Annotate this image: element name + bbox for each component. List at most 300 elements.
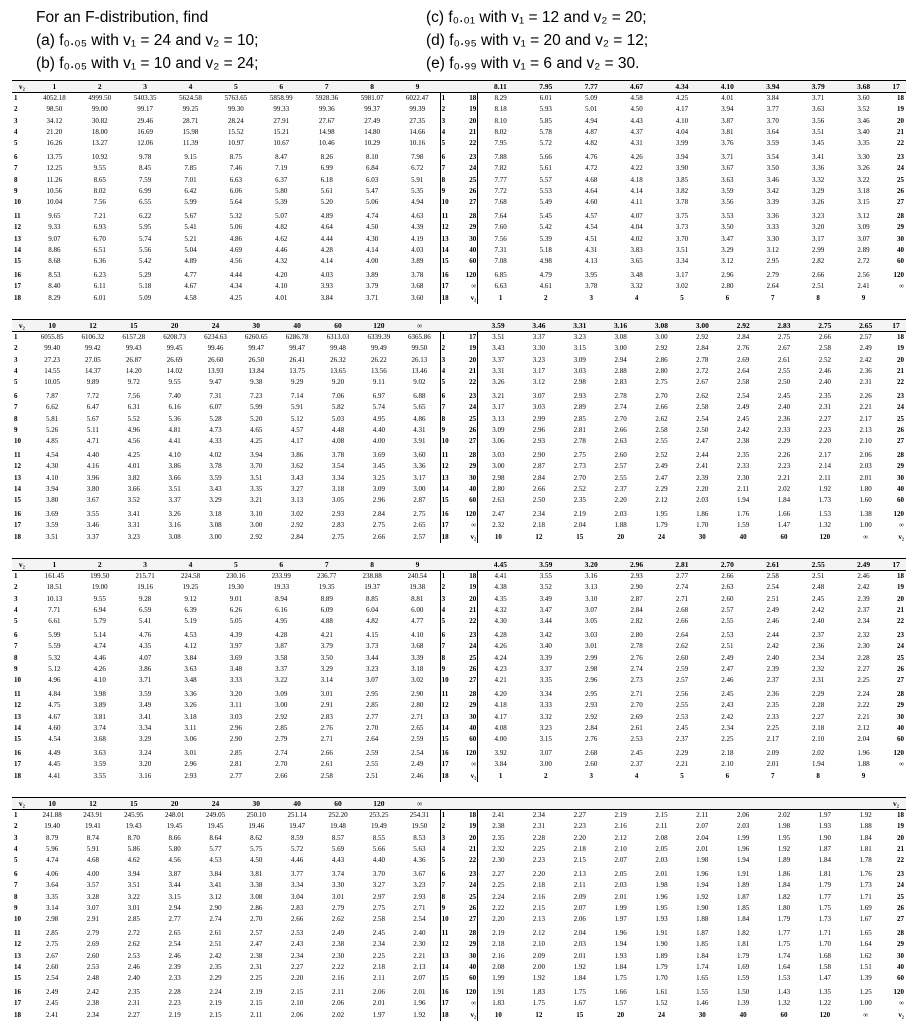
row-label-v2-inner: 15 (441, 257, 449, 266)
table-cell: 9.78 (139, 153, 152, 162)
table-cell: 4.88 (320, 617, 333, 626)
f-table-f005-a (12, 558, 906, 790)
row-label-v2-right: v₂ (898, 1010, 904, 1019)
row-label-v2-right: 60 (897, 735, 904, 744)
table-cell: 2.89 (573, 403, 586, 412)
table-cell: 4.34 (229, 282, 243, 291)
table-cell: 1.98 (777, 822, 791, 831)
row-label-v2: 10 (14, 437, 21, 446)
table-cell: 4.62 (275, 234, 288, 243)
table-cell: 3.09 (492, 425, 505, 434)
table-cell: 6.16 (168, 403, 181, 412)
row-label-v2-right: 120 (893, 988, 904, 997)
table-cell: 4.33 (209, 437, 222, 446)
table-cell: 8.53 (413, 833, 426, 842)
table-cell: 1.73 (859, 881, 872, 890)
table-cell: 3.26 (492, 378, 505, 387)
table-cell: 3.12 (209, 892, 222, 901)
table-cell: 2.90 (532, 451, 546, 460)
table-cell: 2.50 (777, 378, 791, 387)
table-cell: 2.90 (411, 690, 424, 699)
table-cell: 21.20 (46, 127, 63, 136)
table-cell: 4.11 (630, 198, 643, 207)
table-cell: 199.50 (90, 572, 110, 581)
table-cell: 2.10 (614, 844, 627, 853)
table-cell: 4.50 (365, 223, 379, 232)
table-cell: 4.53 (184, 631, 197, 640)
table-cell: 2.75 (777, 333, 791, 342)
table-cell: 1.00 (859, 521, 872, 530)
table-cell: 3.48 (184, 676, 197, 685)
table-cell: 3.34 (139, 723, 152, 732)
table-cell: 2.27 (573, 811, 586, 820)
table-cell: 3.03 (573, 366, 586, 375)
row-label-v2-continued: ∞ (471, 521, 477, 530)
row-label-divider (440, 506, 478, 520)
table-cell: 2.46 (411, 771, 424, 780)
table-row (12, 984, 906, 998)
table-cell: 2.30 (737, 473, 750, 482)
table-cell: 4.65 (250, 425, 263, 434)
row-label-v2: 8 (14, 175, 18, 184)
row-label-v2-inner: 18 (441, 293, 449, 302)
table-row (12, 973, 906, 984)
table-cell: 99.45 (166, 344, 183, 353)
table-cell: 3.45 (372, 462, 385, 471)
table-cell: 3.37 (532, 333, 546, 342)
table-cell: 1.90 (696, 903, 709, 912)
table-cell: 2.43 (721, 701, 734, 710)
table-cell: 2.61 (630, 723, 643, 732)
table-cell: 3.34 (291, 881, 304, 890)
corner-label: v₂ (12, 798, 32, 810)
row-label-v2-continued: 40 (469, 484, 477, 493)
table-row (12, 951, 906, 962)
table-cell: 3.86 (168, 462, 181, 471)
table-cell: 4.16 (86, 462, 100, 471)
table-cell: 2.42 (737, 425, 750, 434)
column-header-right (559, 798, 600, 810)
footer-column-label: 2 (544, 293, 548, 302)
table-cell: 3.25 (372, 473, 385, 482)
table-cell: 19.45 (166, 822, 183, 831)
table-cell: 5.82 (331, 403, 345, 412)
column-header-right: 3.31 (559, 320, 600, 332)
table-cell: 2.84 (696, 344, 709, 353)
column-header-right: 3.59 (523, 559, 568, 571)
footer-column-label: 60 (780, 1010, 788, 1019)
table-cell: 4.31 (585, 245, 598, 254)
row-label-v2-right: 18 (897, 572, 904, 581)
row-label-v2-right: 25 (897, 653, 904, 662)
row-label-v2: 9 (14, 664, 18, 673)
table-cell: 3.89 (411, 257, 424, 266)
table-cell: 3.01 (127, 903, 140, 912)
table-cell: 5.03 (331, 414, 345, 423)
footer-column-label: 6 (725, 771, 730, 780)
footer-column-label: 10 (494, 532, 502, 541)
table-cell: 2.15 (209, 1010, 222, 1019)
table-cell: 1.94 (614, 940, 627, 949)
row-label-divider (440, 675, 478, 686)
problem-left-column (36, 6, 259, 75)
column-header-right: 7.77 (569, 81, 614, 93)
table-row (12, 605, 906, 616)
table-cell: 2.65 (413, 521, 426, 530)
column-header-right: 2.83 (764, 320, 805, 332)
table-cell: 2.37 (675, 735, 689, 744)
table-cell: 6.84 (365, 164, 379, 173)
table-cell: 2.57 (721, 605, 734, 614)
row-label-v2-right: 21 (897, 366, 904, 375)
table-cell: 2.01 (696, 844, 709, 853)
column-header-right: 4.34 (659, 81, 704, 93)
table-cell: 6.62 (45, 403, 59, 412)
table-cell: 4.64 (585, 186, 598, 195)
table-cell: 1.73 (818, 496, 831, 505)
table-cell: 3.60 (413, 451, 426, 460)
table-cell: 1.80 (859, 484, 872, 493)
row-label-v2-continued: 27 (469, 676, 477, 685)
row-label-v2: 8 (14, 892, 18, 901)
column-header-right: 3.79 (795, 81, 840, 93)
table-cell: 2.35 (818, 392, 831, 401)
table-cell: 2.66 (675, 617, 689, 626)
table-cell: 7.68 (494, 198, 507, 207)
table-cell: 1.32 (818, 521, 831, 530)
table-cell: 1.88 (696, 915, 709, 924)
table-cell: 4.26 (494, 642, 507, 651)
table-cell: 2.66 (655, 403, 668, 412)
table-cell: 2.73 (630, 676, 643, 685)
table-cell: 2.41 (696, 462, 709, 471)
table-cell: 2.87 (630, 594, 643, 603)
table-cell: 2.94 (168, 903, 181, 912)
row-label-v2-continued: 25 (469, 414, 477, 423)
column-header-v1: 12 (73, 798, 114, 810)
row-label-v2-continued: ∞ (471, 999, 477, 1008)
table-cell: 2.09 (573, 892, 586, 901)
table-cell: 3.82 (127, 473, 140, 482)
table-cell: 1.94 (737, 856, 750, 865)
table-cell: 2.10 (291, 999, 304, 1008)
table-cell: 2.66 (818, 333, 831, 342)
table-cell: 1.81 (859, 844, 872, 853)
table-cell: 2.16 (532, 892, 546, 901)
table-cell: 3.07 (532, 392, 546, 401)
table-cell: 2.17 (859, 414, 872, 423)
column-header-right: 2.55 (795, 559, 840, 571)
table-cell: 3.79 (365, 282, 379, 291)
table-cell: 3.00 (209, 532, 222, 541)
table-row (12, 186, 906, 197)
table-cell: 3.73 (365, 642, 379, 651)
row-label-divider (440, 855, 478, 866)
table-cell: 5.21 (184, 234, 197, 243)
table-row (12, 653, 906, 664)
table-cell: 6286.78 (285, 333, 309, 342)
row-label-v2: 12 (14, 462, 21, 471)
table-cell: 2.03 (614, 881, 627, 890)
table-cell: 2.79 (766, 271, 779, 280)
table-row (12, 506, 906, 520)
table-cell: 1.92 (573, 962, 586, 971)
table-cell: 7.56 (494, 234, 507, 243)
table-row (12, 745, 906, 759)
table-cell: 6.42 (184, 186, 197, 195)
table-cell: 3.67 (721, 164, 734, 173)
row-label-divider (440, 925, 478, 939)
table-cell: 5981.07 (360, 94, 384, 103)
table-cell: 2.31 (532, 822, 546, 831)
table-cell: 4.00 (365, 257, 379, 266)
table-cell: 9.07 (48, 234, 61, 243)
table-cell: 4.26 (93, 664, 106, 673)
table-cell: 3.52 (857, 105, 870, 114)
row-label-v2-continued: 19 (469, 344, 477, 353)
row-label-divider (440, 175, 478, 186)
table-row (12, 821, 906, 832)
table-cell: 99.50 (411, 344, 428, 353)
footer-column-label: 60 (780, 532, 788, 541)
table-cell: 2.38 (492, 822, 505, 831)
row-label-divider (440, 1010, 478, 1021)
table-cell: 2.82 (630, 617, 643, 626)
table-cell: 4.96 (127, 425, 140, 434)
row-label-v2-right: 21 (897, 605, 904, 614)
table-cell: 2.84 (737, 333, 750, 342)
row-label-divider (440, 973, 478, 984)
table-cell: 3.41 (127, 510, 140, 519)
table-cell: 6.47 (86, 403, 100, 412)
table-cell: 2.97 (372, 892, 385, 901)
table-cell: 3.68 (93, 735, 106, 744)
row-label-v2-inner: 15 (441, 496, 449, 505)
row-label-v2-inner: 15 (441, 974, 449, 983)
table-cell: 1.67 (573, 999, 586, 1008)
column-header-v1: 4 (168, 81, 213, 93)
row-label-v2-right: 22 (897, 139, 904, 148)
row-label-v2-right: 24 (897, 642, 904, 651)
corner-label-right: v₂ (886, 798, 906, 810)
row-label-v2-continued: 26 (469, 186, 477, 195)
table-cell: 1.96 (614, 929, 627, 938)
table-cell: 2.07 (573, 903, 586, 912)
table-cell: 3.02 (675, 282, 689, 291)
table-cell: 2.61 (209, 929, 222, 938)
table-cell: 3.01 (331, 892, 345, 901)
table-cell: 4.82 (585, 139, 598, 148)
table-cell: 2.31 (859, 378, 872, 387)
table-cell: 2.70 (250, 915, 263, 924)
table-cell: 3.29 (209, 496, 222, 505)
table-cell: 2.76 (630, 653, 643, 662)
table-cell: 2.32 (492, 844, 505, 853)
row-label-v2-inner: 3 (441, 833, 446, 842)
table-cell: 8.75 (229, 153, 243, 162)
row-label-v2-right: 30 (897, 712, 904, 721)
row-label-v2-continued: 22 (469, 139, 477, 148)
table-cell: 5.12 (48, 664, 61, 673)
row-label-v2-right (886, 771, 906, 782)
table-cell: 3.76 (721, 139, 734, 148)
table-cell: 2.84 (630, 605, 643, 614)
table-cell: 1.99 (614, 903, 627, 912)
row-label-v2: 15 (14, 257, 21, 266)
table-cell: 2.54 (45, 974, 59, 983)
table-cell: 9.15 (184, 153, 197, 162)
row-label-v2: 7 (14, 403, 18, 412)
row-label-v2: 9 (14, 903, 18, 912)
table-cell: 3.18 (209, 510, 222, 519)
table-cell: 4.28 (494, 631, 507, 640)
table-cell: 2.31 (818, 403, 831, 412)
row-label-v2-right: 21 (897, 127, 904, 136)
table-cell: 1.90 (655, 940, 668, 949)
table-cell: 2.60 (614, 451, 627, 460)
table-cell: 2.15 (250, 999, 263, 1008)
table-cell: 3.63 (721, 175, 734, 184)
table-cell: 3.51 (127, 881, 140, 890)
table-cell: 5.65 (413, 403, 426, 412)
table-cell: 2.51 (766, 594, 779, 603)
table-cell: 12.06 (137, 139, 153, 148)
table-cell: 5.78 (539, 127, 552, 136)
row-label-divider (440, 962, 478, 973)
table-cell: 2.20 (696, 484, 709, 493)
table-cell: 3.63 (812, 105, 825, 114)
table-cell: 2.18 (721, 749, 734, 758)
table-cell: 1.97 (818, 811, 831, 820)
table-cell: 1.96 (857, 749, 870, 758)
row-label-v2-continued: v₂ (470, 1010, 477, 1019)
table-cell: 2.96 (372, 496, 385, 505)
row-label-v2-inner: 15 (441, 735, 449, 744)
table-cell: 1.91 (492, 988, 505, 997)
table-cell: 2.23 (573, 822, 586, 831)
row-label-v2-inner: 7 (441, 642, 446, 651)
table-cell: 3.84 (320, 293, 333, 302)
table-cell: 1.47 (818, 974, 831, 983)
table-cell: 1.92 (818, 484, 831, 493)
table-row (12, 138, 906, 149)
table-cell: 4.86 (229, 234, 243, 243)
table-cell: 2.27 (291, 962, 304, 971)
row-label-v2: 7 (14, 164, 18, 173)
table-cell: 3.58 (275, 653, 288, 662)
table-cell: 2.62 (696, 392, 709, 401)
footer-column-label: 20 (617, 532, 625, 541)
table-cell: 2.22 (857, 701, 870, 710)
row-label-v2: 6 (14, 392, 18, 401)
table-row (12, 163, 906, 174)
table-cell: 4.10 (275, 282, 288, 291)
table-cell: 2.42 (859, 355, 872, 364)
row-label-v2-inner: 7 (441, 164, 446, 173)
row-label-v2: 2 (14, 105, 18, 114)
column-header-v1: 15 (113, 798, 154, 810)
row-label-divider (440, 186, 478, 197)
row-label-divider (440, 425, 478, 436)
table-cell: 2.07 (413, 974, 426, 983)
table-cell: 4.01 (275, 293, 288, 302)
row-label-v2-continued: 23 (469, 153, 477, 162)
table-cell: 2.18 (532, 881, 546, 890)
table-cell: 1.47 (777, 521, 791, 530)
table-cell: 2.46 (818, 366, 831, 375)
table-cell: 2.83 (291, 903, 304, 912)
column-header-v1: 1 (32, 81, 77, 93)
table-cell: 6.99 (320, 164, 333, 173)
table-cell: 19.50 (411, 822, 428, 831)
table-cell: 6.04 (365, 605, 379, 614)
table-cell: 4.10 (93, 676, 106, 685)
table-cell: 2.55 (614, 473, 627, 482)
table-cell: 4.00 (86, 870, 100, 879)
row-label-v2-right: 40 (897, 484, 904, 493)
table-cell: 4.28 (275, 631, 288, 640)
table-cell: 3.70 (766, 116, 779, 125)
table-cell: 3.94 (45, 484, 59, 493)
row-label-v2-inner: 12 (441, 940, 449, 949)
table-cell: 2.15 (573, 856, 586, 865)
column-header-right (478, 798, 519, 810)
table-cell: 2.75 (573, 451, 586, 460)
table-cell: 2.32 (857, 631, 870, 640)
table-cell: 2.49 (411, 760, 424, 769)
table-cell: 2.75 (372, 521, 385, 530)
row-label-v2-continued: 120 (465, 988, 477, 997)
table-cell: 19.37 (364, 583, 380, 592)
row-label-v2-right: 25 (897, 892, 904, 901)
row-label-v2: 18 (14, 771, 21, 780)
table-cell: 3.07 (539, 749, 552, 758)
table-cell: 3.60 (411, 293, 424, 302)
table-cell: 5.32 (48, 653, 61, 662)
row-label-v2-inner: 5 (441, 378, 446, 387)
table-cell: 3.09 (857, 223, 870, 232)
row-label-v2-continued: 20 (469, 116, 477, 125)
table-cell: 2.15 (532, 903, 546, 912)
table-cell: 6.01 (539, 94, 552, 103)
table-cell: 3.06 (184, 735, 197, 744)
table-cell: 2.95 (365, 690, 379, 699)
row-label-v2-right: 26 (897, 664, 904, 673)
table-cell: 6.97 (372, 392, 385, 401)
row-label-v2-inner: 18 (441, 771, 449, 780)
table-cell: 2.79 (86, 929, 100, 938)
table-cell: 2.36 (766, 690, 779, 699)
table-cell: 2.21 (675, 760, 689, 769)
table-cell: 3.09 (275, 690, 288, 699)
table-cell: 3.39 (539, 653, 552, 662)
table-cell: 2.74 (614, 403, 627, 412)
table-cell: 2.84 (532, 473, 546, 482)
row-label-v2: 9 (14, 186, 18, 195)
table-cell: 2.38 (86, 999, 100, 1008)
table-cell: 4.25 (675, 94, 689, 103)
table-cell: 2.28 (532, 833, 546, 842)
table-cell: 2.40 (766, 653, 779, 662)
table-row (12, 686, 906, 700)
table-cell: 2.69 (737, 355, 750, 364)
table-cell: 3.39 (766, 198, 779, 207)
table-cell: 4.57 (291, 425, 304, 434)
table-cell: 3.71 (812, 94, 825, 103)
table-cell: 2.35 (573, 496, 586, 505)
table-cell: 2.20 (818, 437, 831, 446)
row-label-v2-inner: 8 (441, 175, 446, 184)
